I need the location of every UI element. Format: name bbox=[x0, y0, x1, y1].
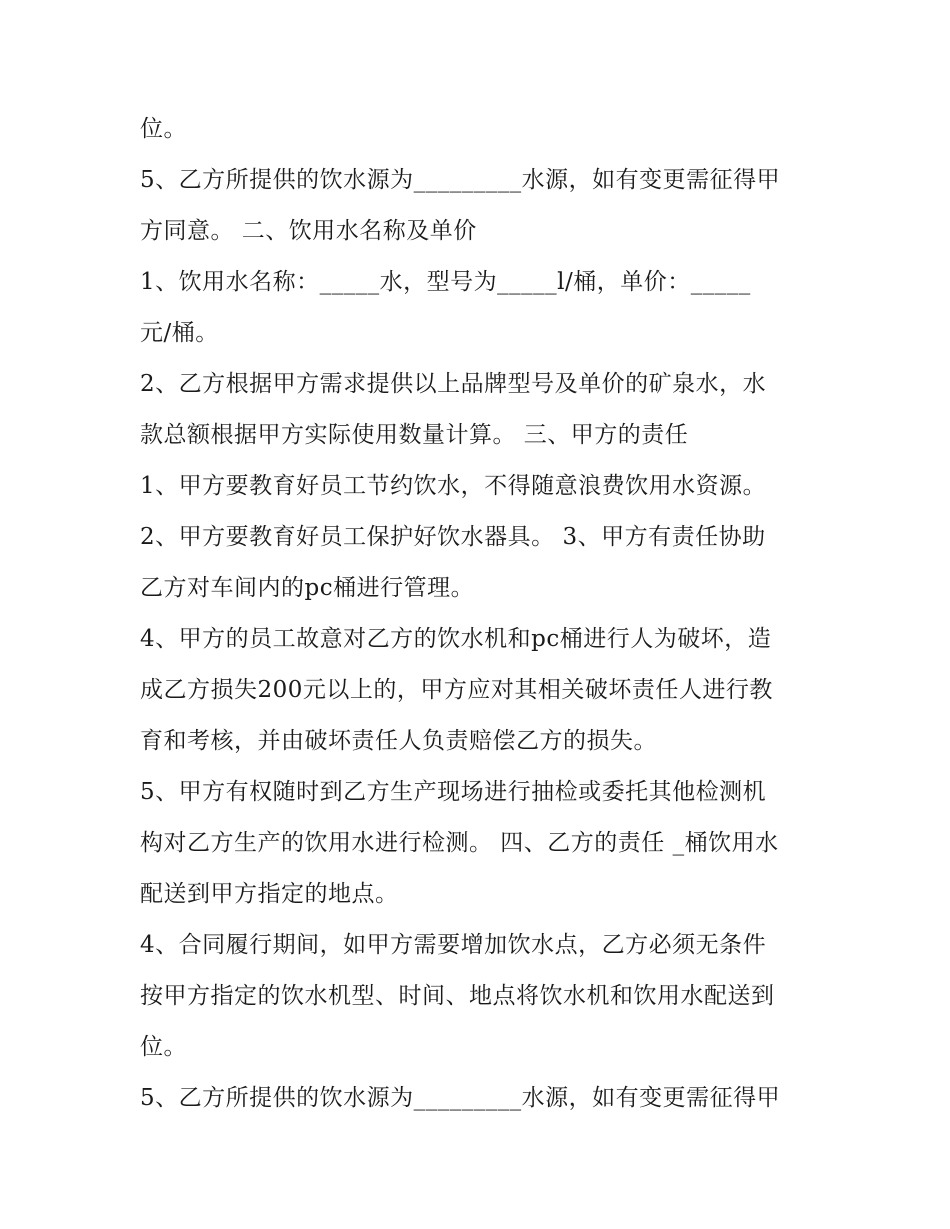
text-line: 4、合同履行期间，如甲方需要增加饮水点，乙方必须无条件 bbox=[140, 932, 767, 958]
text-line: 元/桶。 bbox=[140, 320, 219, 346]
text-line: 配送到甲方指定的地点。 bbox=[140, 881, 399, 907]
text-line: 1、饮用水名称：_____水，型号为_____l/桶，单价：_____ bbox=[140, 269, 751, 295]
text-line: 育和考核，并由破坏责任人负责赔偿乙方的损失。 bbox=[140, 728, 657, 754]
text-line: 按甲方指定的饮水机型、时间、地点将饮水机和饮用水配送到 bbox=[140, 983, 775, 1009]
text-line: 5、乙方所提供的饮水源为_________水源，如有变更需征得甲 bbox=[140, 1085, 781, 1111]
text-line: 乙方对车间内的pc桶进行管理。 bbox=[140, 575, 475, 601]
text-line: 方同意。 二、饮用水名称及单价 bbox=[140, 218, 477, 244]
document-body bbox=[140, 104, 820, 1124]
text-line: 4、甲方的员工故意对乙方的饮水机和pc桶进行人为破坏，造 bbox=[140, 626, 772, 652]
text-line: 位。 bbox=[140, 116, 187, 142]
text-line: 成乙方损失200元以上的，甲方应对其相关破坏责任人进行教 bbox=[140, 677, 773, 703]
text-line: 构对乙方生产的饮用水进行检测。 四、乙方的责任 _桶饮用水 bbox=[140, 830, 779, 856]
text-line: 5、甲方有权随时到乙方生产现场进行抽检或委托其他检测机 bbox=[140, 779, 767, 805]
text-line: 2、乙方根据甲方需求提供以上品牌型号及单价的矿泉水，水 bbox=[140, 371, 767, 397]
text-line: 2、甲方要教育好员工保护好饮水器具。 3、甲方有责任协助 bbox=[140, 524, 766, 550]
text-line: 1、甲方要教育好员工节约饮水，不得随意浪费饮用水资源。 bbox=[140, 473, 767, 499]
text-line: 5、乙方所提供的饮水源为_________水源，如有变更需征得甲 bbox=[140, 167, 781, 193]
text-line: 位。 bbox=[140, 1034, 187, 1060]
text-line: 款总额根据甲方实际使用数量计算。 三、甲方的责任 bbox=[140, 422, 689, 448]
